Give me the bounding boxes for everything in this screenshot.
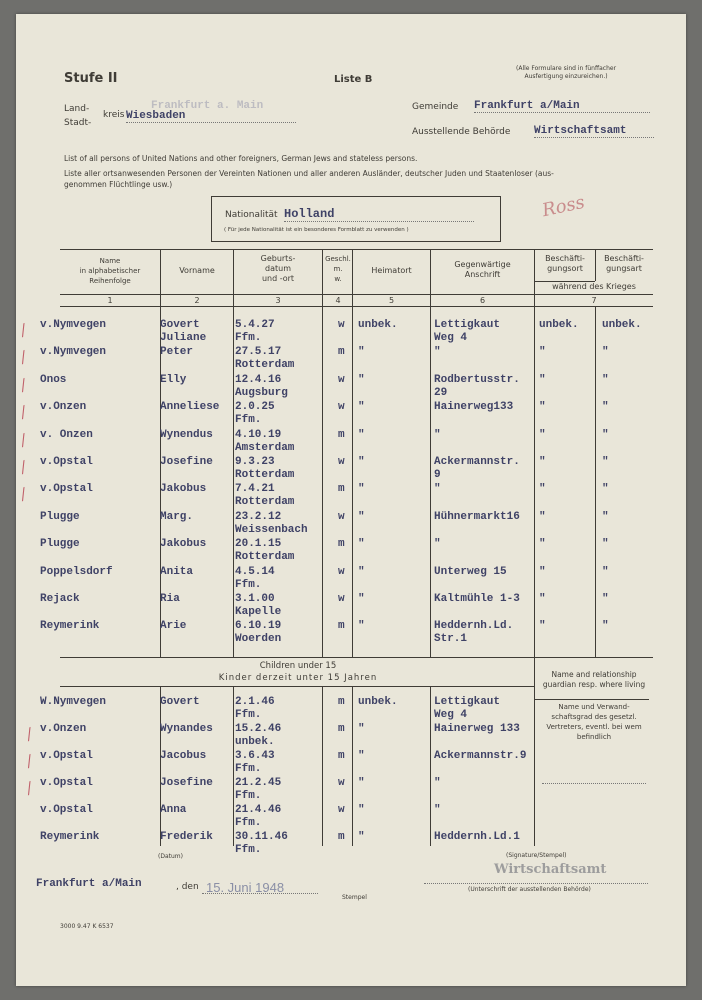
kreis-label: kreis: [103, 110, 125, 120]
col-header-home: Heimatort: [371, 266, 412, 275]
intro-german-line2: genommen Flüchtlinge usw.): [64, 180, 173, 189]
table-number-rule: [60, 306, 653, 307]
signature-line: [424, 882, 648, 884]
adult-birth-cell: 5.4.27 Ffm.: [235, 319, 275, 344]
adult-name-cell: Poppelsdorf: [40, 565, 113, 578]
col-header-address: Gegenwärtige Anschrift: [454, 260, 511, 279]
col-num-2: 2: [194, 296, 200, 305]
adult-birth-cell: 27.5.17 Rotterdam: [235, 346, 295, 372]
adult-home-cell: ": [358, 346, 365, 359]
child-birth-cell: 21.2.45 Ffm.: [235, 777, 282, 802]
copies-note-line2: Ausfertigung einzureichen.): [524, 73, 608, 80]
stage-title: Stufe II: [64, 71, 118, 86]
adult-place-cell: unbek.: [539, 319, 579, 331]
guardian-header-en: Name and relationship guardian resp. where living: [542, 670, 646, 689]
adult-sex-cell: w: [338, 456, 345, 468]
adult-name-cell: Rejack: [40, 593, 80, 605]
child-first-cell: Govert: [160, 696, 200, 708]
adult-kind-cell: ": [602, 456, 609, 468]
child-home-cell: ": [358, 777, 365, 789]
child-home-cell: ": [358, 804, 365, 816]
adult-first-cell: Josefine: [160, 456, 213, 468]
adult-home-cell: ": [358, 538, 365, 551]
check-mark: ⁄: [24, 725, 35, 744]
adult-first-cell: Govert Juliane: [160, 319, 207, 344]
check-mark: ⁄: [18, 430, 29, 450]
adult-sex-cell: w: [338, 401, 345, 414]
child-addr-cell: Ackermannstr.9: [434, 750, 527, 762]
child-col-rule-5: [430, 686, 431, 846]
col-header-sex: Geschl. m. w.: [325, 255, 351, 283]
check-mark: ⁄: [18, 348, 29, 368]
adult-name-cell: Plugge: [40, 538, 80, 551]
adult-kind-cell: unbek.: [602, 319, 642, 331]
intro-english: List of all persons of United Nations and other foreigners, German Jews and stateless persons.: [64, 154, 418, 163]
adult-addr-cell: Hainerweg133: [434, 401, 514, 414]
signature-caption: (Signature/Stempel): [506, 852, 567, 859]
adult-first-cell: Ria: [160, 593, 180, 605]
adult-first-cell: Anneliese: [160, 401, 220, 414]
check-mark: ⁄: [18, 458, 29, 477]
adult-birth-cell: 23.2.12 Weissenbach: [235, 510, 308, 536]
adult-name-cell: v.Opstal: [40, 483, 93, 496]
adult-name-cell: Reymerink: [40, 620, 100, 633]
copies-note-line1: (Alle Formulare sind in fünffacher: [516, 65, 617, 72]
kreis-value: Wiesbaden: [126, 110, 296, 123]
adult-sex-cell: m: [338, 620, 345, 633]
handwritten-mark: Ross: [540, 191, 587, 222]
adult-birth-cell: 12.4.16 Augsburg: [235, 373, 288, 399]
child-first-cell: Wynandes: [160, 723, 213, 735]
nationality-label: Nationalität: [225, 210, 278, 220]
stadt-label: Stadt-: [64, 118, 92, 128]
adult-kind-cell: ": [602, 620, 609, 633]
child-birth-cell: 15.2.46 unbek.: [235, 723, 282, 748]
child-col-rule-4: [352, 686, 353, 846]
nationality-box: [211, 196, 501, 242]
gemeinde-label: Gemeinde: [412, 102, 459, 112]
adult-place-cell: ": [539, 565, 546, 578]
child-first-cell: Jacobus: [160, 750, 207, 762]
adult-kind-cell: ": [602, 373, 609, 386]
adult-addr-cell: ": [434, 483, 441, 496]
adult-kind-cell: ": [602, 565, 609, 578]
col-rule-4: [352, 249, 353, 657]
adults-bottom-rule: [60, 657, 653, 658]
child-name-cell: v.Onzen: [40, 723, 87, 735]
adult-kind-cell: ": [602, 510, 609, 523]
adult-birth-cell: 7.4.21 Rotterdam: [235, 483, 295, 509]
adult-first-cell: Marg.: [160, 510, 194, 523]
adult-kind-cell: ": [602, 483, 609, 496]
adult-place-cell: ": [539, 510, 546, 523]
check-mark: ⁄: [24, 779, 35, 798]
guardian-divider: [535, 699, 649, 700]
adult-place-cell: ": [539, 620, 546, 633]
child-addr-cell: ": [434, 804, 441, 816]
office-stamp: Wirtschaftsamt: [494, 862, 607, 877]
child-col-rule-1: [160, 686, 161, 846]
col-rule-5: [430, 249, 431, 657]
child-col-rule-3: [322, 686, 323, 846]
col-rule-2: [233, 249, 234, 657]
child-sex-cell: m: [338, 723, 345, 735]
adult-name-cell: v.Opstal: [40, 456, 93, 468]
adult-first-cell: Wynendus: [160, 428, 213, 441]
guardian-line: [542, 782, 646, 784]
adult-first-cell: Jakobus: [160, 483, 207, 496]
adult-first-cell: Peter: [160, 346, 194, 359]
col-header-firstname: Vorname: [179, 266, 215, 275]
child-addr-cell: Hainerweg 133: [434, 723, 520, 735]
land-stadt-label: [64, 102, 91, 130]
adult-place-cell: ": [539, 401, 546, 414]
adult-home-cell: ": [358, 483, 365, 496]
col-num-7: 7: [591, 296, 597, 305]
children-header-rule: [60, 686, 534, 687]
table-top-rule: [60, 249, 653, 250]
check-mark: ⁄: [18, 321, 29, 340]
adult-home-cell: ": [358, 428, 365, 441]
adult-addr-cell: Heddernh.Ld. Str.1: [434, 620, 514, 646]
nationality-note: ( Für jede Nationalität ist ein besonderes Formblatt zu verwenden ): [224, 227, 409, 233]
adult-place-cell: ": [539, 346, 546, 359]
col-header-birth: Geburts- datum und -ort: [260, 254, 296, 283]
stamp-label: Stempel: [342, 894, 367, 901]
col-header-war: während des Krieges: [552, 282, 636, 291]
child-col-rule-2: [233, 686, 234, 846]
child-name-cell: v.Opstal: [40, 777, 93, 789]
child-home-cell: ": [358, 723, 365, 735]
check-mark: ⁄: [18, 485, 29, 505]
child-home-cell: ": [358, 750, 365, 762]
adult-birth-cell: 3.1.00 Kapelle: [235, 593, 282, 618]
adult-first-cell: Jakobus: [160, 538, 207, 551]
child-addr-cell: Heddernh.Ld.1: [434, 831, 520, 843]
adult-first-cell: Anita: [160, 565, 194, 578]
date-caption: (Datum): [158, 853, 183, 860]
nationality-value: Holland: [284, 207, 474, 222]
adult-home-cell: ": [358, 620, 365, 633]
adult-birth-cell: 9.3.23 Rotterdam: [235, 456, 295, 481]
check-mark: ⁄: [18, 403, 29, 422]
adult-sex-cell: m: [338, 428, 345, 441]
child-sex-cell: m: [338, 696, 345, 708]
child-birth-cell: 3.6.43 Ffm.: [235, 750, 275, 775]
child-addr-cell: Lettigkaut Weg 4: [434, 696, 501, 721]
adult-addr-cell: Hühnermarkt16: [434, 510, 520, 523]
col-rule-7: [595, 306, 596, 657]
adult-birth-cell: 4.5.14 Ffm.: [235, 565, 275, 591]
adult-addr-cell: Rodbertusstr. 29: [434, 373, 520, 399]
behoerde-label: Ausstellende Behörde: [412, 127, 511, 137]
list-title: Liste B: [334, 74, 373, 85]
adult-home-cell: unbek.: [358, 319, 398, 331]
child-sex-cell: w: [338, 777, 345, 789]
col-num-1: 1: [107, 296, 113, 305]
child-birth-cell: 21.4.46 Ffm.: [235, 804, 282, 829]
col-num-3: 3: [275, 296, 281, 305]
adult-kind-cell: ": [602, 346, 609, 359]
adult-sex-cell: m: [338, 483, 345, 496]
adult-home-cell: ": [358, 593, 365, 605]
adult-place-cell: ": [539, 373, 546, 386]
kreis-struck-value: Frankfurt a. Main: [151, 100, 264, 112]
adult-name-cell: v. Onzen: [40, 428, 93, 441]
adult-sex-cell: m: [338, 538, 345, 551]
children-header-de: Kinder derzeit unter 15 Jahren: [218, 673, 378, 683]
adult-addr-cell: Unterweg 15: [434, 565, 507, 578]
adult-birth-cell: 2.0.25 Ffm.: [235, 401, 275, 427]
intro-german-line1: Liste aller ortsanwesenden Personen der Vereinten Nationen und aller anderen Ausländer, deutscher Juden und Staatenloser (aus-: [64, 169, 554, 178]
adult-addr-cell: Kaltmühle 1-3: [434, 593, 520, 605]
den-label: , den: [176, 882, 199, 892]
child-sex-cell: m: [338, 750, 345, 762]
col-num-5: 5: [388, 296, 395, 305]
adult-name-cell: v.Nymvegen: [40, 319, 107, 331]
adult-place-cell: ": [539, 428, 546, 441]
col-rule-3: [322, 249, 323, 657]
child-name-cell: v.Opstal: [40, 804, 93, 816]
adult-addr-cell: ": [434, 428, 441, 441]
children-header-en: Children under 15: [259, 661, 337, 671]
form-sheet: [16, 14, 686, 986]
print-code: 3000 9.47 K 6537: [60, 923, 114, 930]
child-birth-cell: 2.1.46 Ffm.: [235, 696, 275, 721]
child-first-cell: Anna: [160, 804, 187, 816]
adult-sex-cell: w: [338, 510, 345, 523]
adult-name-cell: Plugge: [40, 510, 80, 523]
child-first-cell: Frederik: [160, 831, 213, 843]
adult-addr-cell: ": [434, 346, 441, 359]
adult-place-cell: ": [539, 456, 546, 468]
col-header-workplace: Beschäfti- gungsort: [545, 254, 585, 273]
adult-kind-cell: ": [602, 538, 609, 551]
col-header-name: Name in alphabetischer Reihenfolge: [79, 257, 141, 285]
child-sex-cell: m: [338, 831, 345, 843]
check-mark: ⁄: [18, 376, 29, 395]
adult-addr-cell: Ackermannstr. 9: [434, 456, 520, 481]
col-header-worktype: Beschäfti- gungsart: [604, 254, 644, 273]
land-label: Land-: [64, 104, 90, 114]
table-header-rule: [60, 294, 653, 295]
child-name-cell: W.Nymvegen: [40, 696, 107, 708]
adult-sex-cell: w: [338, 319, 345, 331]
adult-sex-cell: w: [338, 593, 345, 605]
adult-name-cell: v.Nymvegen: [40, 346, 107, 359]
adult-birth-cell: 20.1.15 Rotterdam: [235, 538, 295, 564]
adult-place-cell: ": [539, 483, 546, 496]
adult-addr-cell: Lettigkaut Weg 4: [434, 319, 501, 344]
guardian-header-de: Name und Verwand- schaftsgrad des gesetzl. Vertreters, eventl. bei wem befindlich: [546, 703, 642, 741]
child-birth-cell: 30.11.46 Ffm.: [235, 831, 288, 856]
child-first-cell: Josefine: [160, 777, 213, 789]
child-home-cell: ": [358, 831, 365, 843]
adult-birth-cell: 6.10.19 Woerden: [235, 620, 282, 646]
gemeinde-value: Frankfurt a/Main: [474, 100, 650, 113]
adult-home-cell: ": [358, 401, 365, 414]
date-stamp: 15. Juni 1948: [206, 880, 285, 895]
adult-home-cell: ": [358, 456, 365, 468]
child-addr-cell: ": [434, 777, 441, 789]
adult-sex-cell: w: [338, 373, 345, 386]
col-rule-6: [534, 249, 535, 657]
child-home-cell: unbek.: [358, 696, 398, 708]
adult-birth-cell: 4.10.19 Amsterdam: [235, 428, 295, 454]
behoerde-value: Wirtschaftsamt: [534, 125, 654, 138]
signature-under: (Unterschrift der ausstellenden Behörde): [468, 886, 591, 893]
adult-sex-cell: w: [338, 565, 345, 578]
intro-german: [64, 168, 664, 190]
copies-note: [516, 65, 616, 81]
adult-place-cell: ": [539, 538, 546, 551]
check-mark: ⁄: [24, 752, 35, 771]
adult-sex-cell: m: [338, 346, 345, 359]
adult-first-cell: Elly: [160, 373, 187, 386]
adult-first-cell: Arie: [160, 620, 187, 633]
adult-kind-cell: ": [602, 593, 609, 605]
adult-name-cell: Onos: [40, 373, 67, 386]
adult-place-cell: ": [539, 593, 546, 605]
child-sex-cell: w: [338, 804, 345, 816]
child-name-cell: v.Opstal: [40, 750, 93, 762]
adult-home-cell: ": [358, 565, 365, 578]
adult-kind-cell: ": [602, 428, 609, 441]
place-value: Frankfurt a/Main: [36, 878, 142, 890]
col-num-4: 4: [335, 296, 341, 305]
child-name-cell: Reymerink: [40, 831, 100, 843]
adult-addr-cell: ": [434, 538, 441, 551]
adult-name-cell: v.Onzen: [40, 401, 87, 414]
adult-kind-cell: ": [602, 401, 609, 414]
adult-home-cell: ": [358, 373, 365, 386]
adult-home-cell: ": [358, 510, 365, 523]
col-num-6: 6: [479, 296, 486, 305]
